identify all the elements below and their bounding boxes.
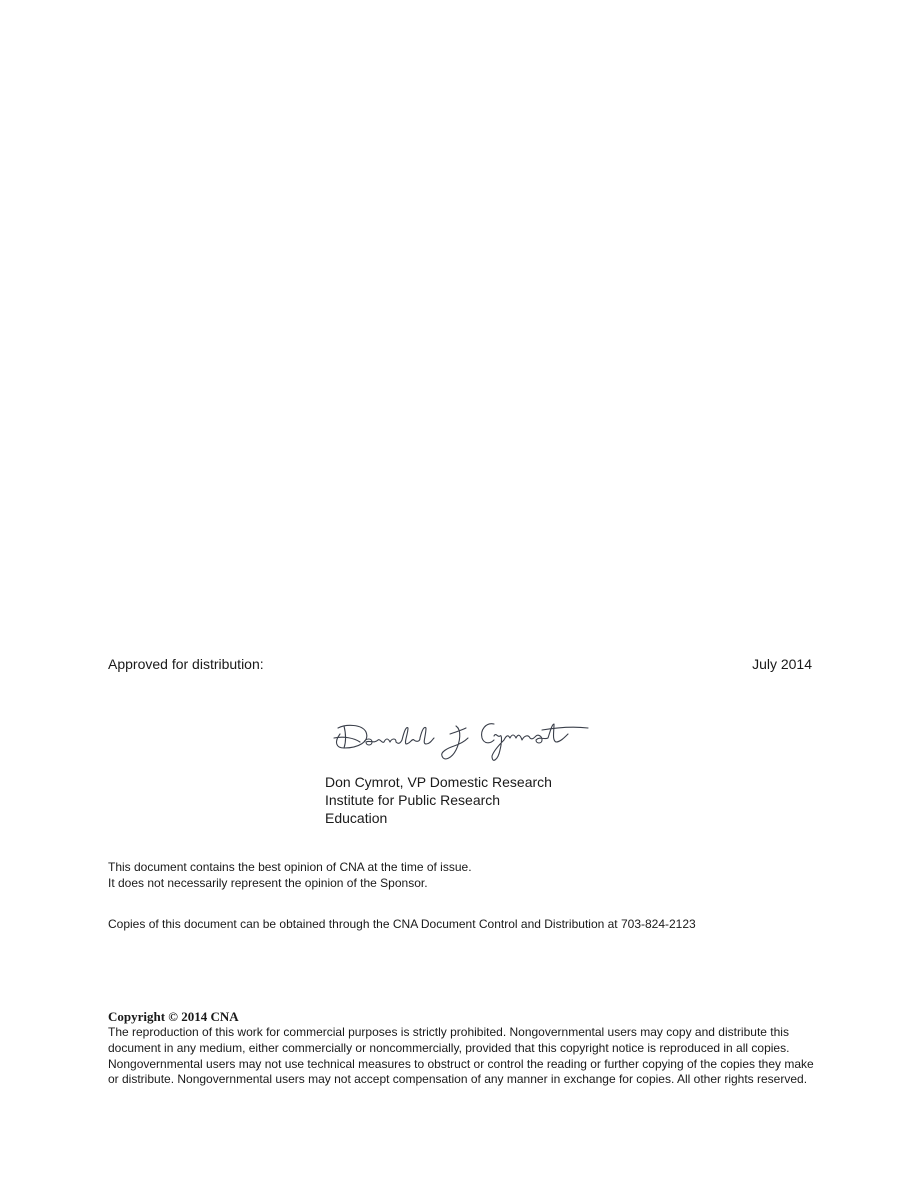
copyright-heading: Copyright © 2014 CNA [108, 1009, 239, 1024]
copyright-block [108, 1009, 816, 1088]
signer-block [325, 773, 552, 827]
copyright-text: The reproduction of this work for commercial purposes is strictly prohibited. Nongovernmental users may copy and distribute this document in any medium, either commercially or noncommercially, provided that this copyright notice is reproduced in all copies. Nongovernmental users may not use technical measures to obstruct or control the reading or further copying of the copies they make or distribute. Nongovernmental users may not accept compensation of any manner in exchange for copies. All other rights reserved. [108, 1025, 814, 1087]
signer-organization: Institute for Public Research [325, 792, 501, 808]
approval-date: July 2014 [752, 656, 812, 672]
opinion-disclaimer [108, 859, 472, 891]
handwritten-signature [330, 712, 592, 770]
approval-row [108, 655, 812, 673]
opinion-line-1: This document contains the best opinion of CNA at the time of issue. [108, 860, 472, 874]
signer-division: Education [325, 810, 388, 826]
copies-notice: Copies of this document can be obtained through the CNA Document Control and Distribution at 703-824-2123 [108, 917, 696, 931]
signer-name-title: Don Cymrot, VP Domestic Research [325, 774, 552, 790]
opinion-line-2: It does not necessarily represent the opinion of the Sponsor. [108, 876, 428, 890]
approval-label: Approved for distribution: [108, 656, 264, 672]
